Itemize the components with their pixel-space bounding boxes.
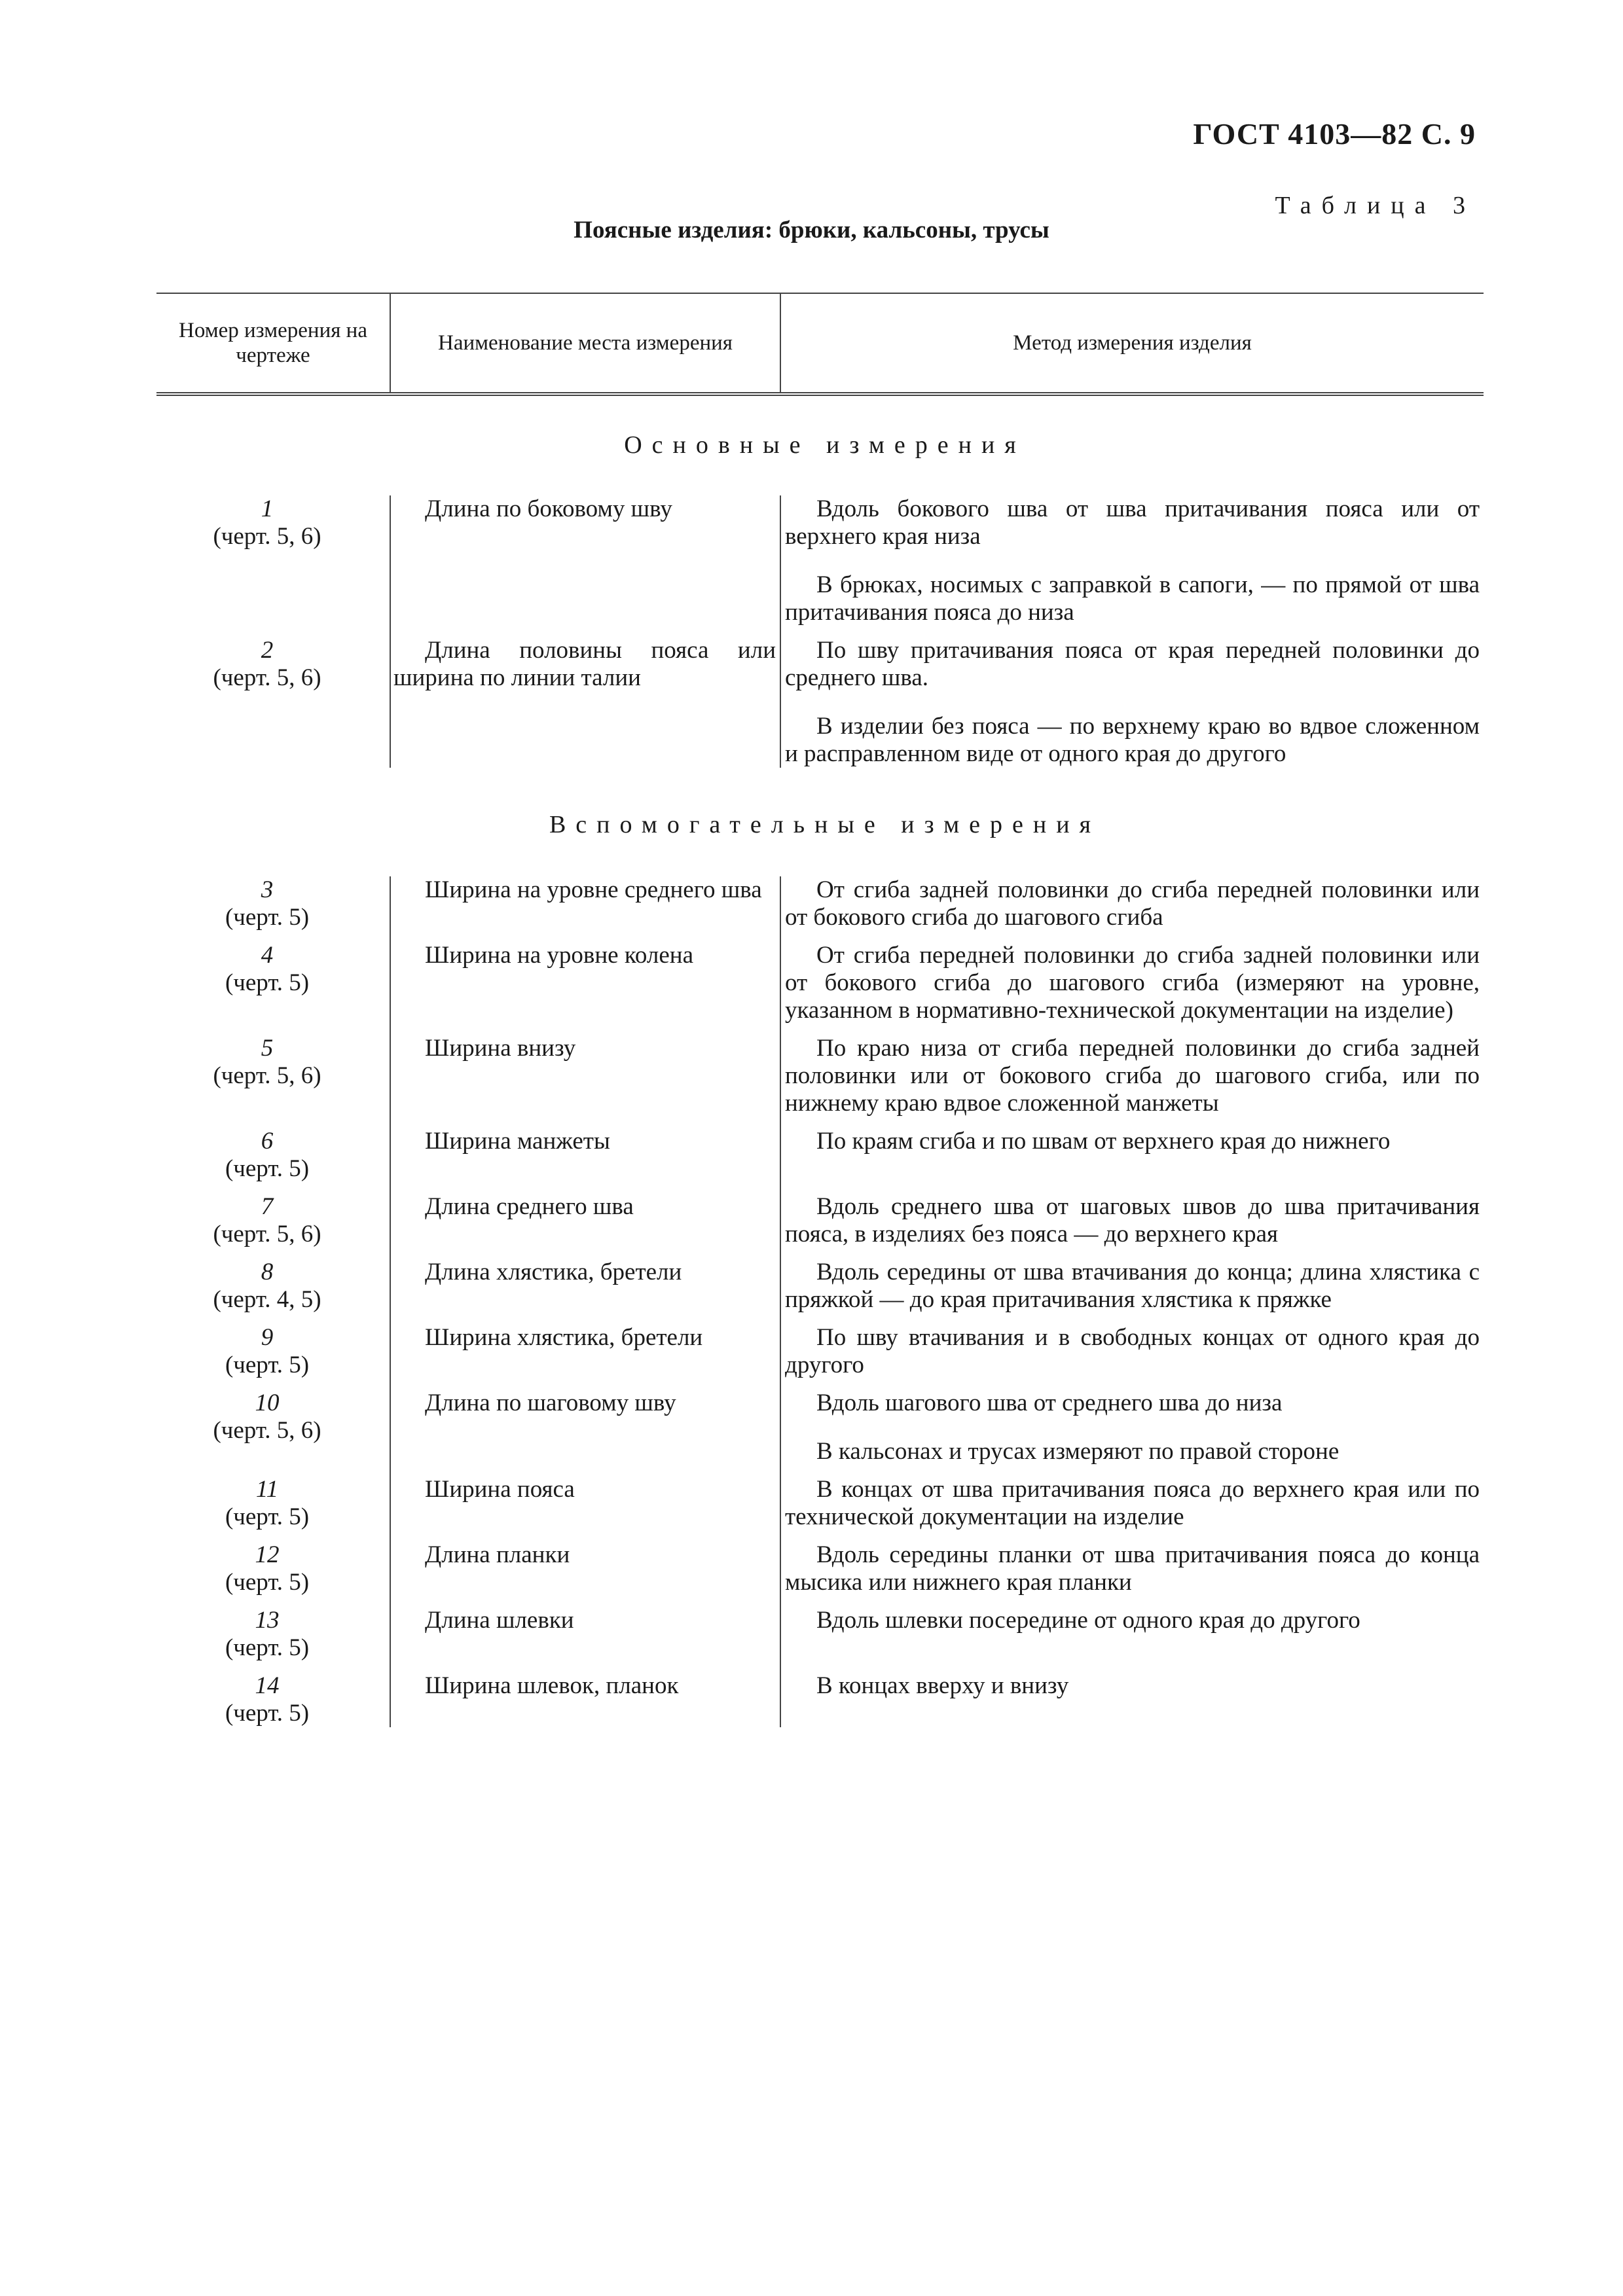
measurement-name: Ширина внизу <box>425 1035 576 1062</box>
table-row <box>156 495 1484 626</box>
section-heading-main: Основные измерения <box>624 431 1026 459</box>
drawing-reference: (черт. 5) <box>225 1634 310 1661</box>
page-header: ГОСТ 4103—82 С. 9 <box>1193 117 1476 151</box>
measurement-method-cell <box>780 1035 1484 1117</box>
measurement-method-cell <box>780 495 1484 626</box>
measurement-number-cell <box>156 495 390 626</box>
section-heading-aux: Вспомогательные измерения <box>549 811 1101 838</box>
measurement-name: Ширина на уровне среднего шва <box>425 876 762 903</box>
measurement-number: 11 <box>255 1476 279 1503</box>
measurement-method-cell <box>780 1193 1484 1248</box>
measurement-number: 6 <box>261 1128 274 1155</box>
method-paragraph: От сгиба задней половинки до сгиба передней половинки или от бокового сгиба до шагового сгиба <box>785 876 1480 931</box>
table-row <box>156 1541 1484 1596</box>
measurement-number: 4 <box>261 942 274 969</box>
measurement-name: Ширина хлястика, бретели <box>425 1324 703 1351</box>
measurement-name: Длина по шаговому шву <box>425 1390 676 1416</box>
measurement-number-cell <box>156 1476 390 1531</box>
measurement-name: Ширина шлевок, планок <box>425 1672 679 1699</box>
method-paragraph: Вдоль середины планки от шва притачивания пояса до конца мысика или нижнего края планки <box>785 1541 1480 1596</box>
table-row <box>156 1476 1484 1531</box>
measurement-method-cell <box>780 1259 1484 1314</box>
measurement-method-cell <box>780 1390 1484 1465</box>
method-paragraph: Вдоль шлевки посередине от одного края до другого <box>816 1607 1360 1634</box>
table-row <box>156 876 1484 931</box>
measurement-number-cell <box>156 1541 390 1596</box>
drawing-reference: (черт. 5) <box>225 1155 310 1182</box>
column-header-number: Номер измерения на чертеже <box>179 319 367 367</box>
table-row <box>156 1607 1484 1662</box>
measurement-method-cell <box>780 1607 1484 1662</box>
drawing-reference: (черт. 5, 6) <box>213 1221 321 1247</box>
measurement-name: Ширина пояса <box>425 1476 575 1503</box>
measurement-number: 12 <box>255 1541 280 1568</box>
measurement-name: Ширина манжеты <box>425 1128 610 1155</box>
measurement-number-cell <box>156 942 390 1024</box>
method-paragraph: От сгиба передней половинки до сгиба задней половинки или от бокового сгиба до шагового сгиба (измеряют на уровне, указанном в нормативно-технической документации на изделие) <box>785 942 1480 1024</box>
measurement-name: Длина половины пояса или ширина по линии талии <box>393 637 776 691</box>
method-paragraph: Вдоль шагового шва от среднего шва до низа <box>816 1390 1283 1416</box>
measurement-table <box>156 293 1484 1738</box>
drawing-reference: (черт. 5) <box>225 1352 310 1378</box>
measurement-number-cell <box>156 1324 390 1379</box>
measurement-name: Длина хлястика, бретели <box>425 1259 682 1285</box>
table-label: Таблица 3 <box>1275 192 1476 219</box>
column-header-method: Метод измерения изделия <box>780 294 1484 392</box>
measurement-method-cell <box>780 1128 1484 1183</box>
measurement-number-cell <box>156 1672 390 1727</box>
measurement-method-cell <box>780 1672 1484 1727</box>
table-row <box>156 1128 1484 1183</box>
measurement-number: 3 <box>261 876 274 903</box>
measurement-number: 1 <box>261 495 274 522</box>
drawing-reference: (черт. 5) <box>225 1569 310 1596</box>
measurement-method-cell <box>780 942 1484 1024</box>
method-paragraph: В изделии без пояса — по верхнему краю во вдвое сложенном и расправленном виде от одного края до другого <box>785 713 1480 767</box>
drawing-reference: (черт. 5, 6) <box>213 1417 321 1444</box>
measurement-number: 5 <box>261 1035 274 1062</box>
aux-rows <box>156 876 1484 1727</box>
method-paragraph: В брюках, носимых с заправкой в сапоги, — по прямой от шва притачивания пояса до низа <box>785 571 1480 626</box>
table-row <box>156 1390 1484 1465</box>
drawing-reference: (черт. 5) <box>225 904 310 931</box>
method-paragraph: По краю низа от сгиба передней половинки до сгиба задней половинки или от бокового сгиба до шагового сгиба, или по нижнему краю вдвое сложенной манжеты <box>785 1035 1480 1117</box>
measurement-number: 8 <box>261 1259 274 1285</box>
measurement-number: 9 <box>261 1324 274 1351</box>
measurement-number: 13 <box>255 1607 280 1634</box>
table-row <box>156 1193 1484 1248</box>
method-paragraph: В концах вверху и внизу <box>816 1672 1069 1699</box>
drawing-reference: (черт. 5) <box>225 1700 310 1727</box>
measurement-name: Длина шлевки <box>425 1607 574 1634</box>
measurement-name: Длина по боковому шву <box>425 495 672 522</box>
measurement-number-cell <box>156 1035 390 1117</box>
table-row <box>156 942 1484 1024</box>
method-paragraph: В кальсонах и трусах измеряют по правой стороне <box>816 1438 1340 1465</box>
table-row <box>156 1324 1484 1379</box>
measurement-number: 7 <box>261 1193 274 1220</box>
measurement-number-cell <box>156 637 390 768</box>
measurement-number-cell <box>156 1259 390 1314</box>
table-row <box>156 1035 1484 1117</box>
measurement-method-cell <box>780 1541 1484 1596</box>
measurement-number-cell <box>156 1607 390 1662</box>
method-paragraph: По шву притачивания пояса от края передней половинки до среднего шва. <box>785 637 1480 691</box>
table-row <box>156 637 1484 768</box>
measurement-number-cell <box>156 1193 390 1248</box>
measurement-number-cell <box>156 1128 390 1183</box>
drawing-reference: (черт. 5, 6) <box>213 1062 321 1089</box>
measurement-name: Длина планки <box>425 1541 570 1568</box>
measurement-name: Ширина на уровне колена <box>425 942 694 969</box>
measurement-number-cell <box>156 876 390 931</box>
measurement-number: 14 <box>255 1672 280 1699</box>
method-paragraph: Вдоль середины от шва втачивания до конца; длина хлястика с пряжкой — до края притачивания хлястика к пряжке <box>785 1259 1480 1313</box>
table-row <box>156 1672 1484 1727</box>
measurement-number: 10 <box>255 1390 280 1416</box>
table-title: Поясные изделия: брюки, кальсоны, трусы <box>574 217 1049 243</box>
measurement-number-cell <box>156 1390 390 1465</box>
method-paragraph: По шву втачивания и в свободных концах от одного края до другого <box>785 1324 1480 1378</box>
drawing-reference: (черт. 5) <box>225 1503 310 1530</box>
method-paragraph: Вдоль среднего шва от шаговых швов до шва притачивания пояса, в изделиях без пояса — до верхнего края <box>785 1193 1480 1247</box>
measurement-number: 2 <box>261 637 274 664</box>
column-header-name: Наименование места измерения <box>390 294 780 392</box>
measurement-name: Длина среднего шва <box>425 1193 634 1220</box>
drawing-reference: (черт. 5, 6) <box>213 664 321 691</box>
measurement-method-cell <box>780 1324 1484 1379</box>
drawing-reference: (черт. 4, 5) <box>213 1286 321 1313</box>
measurement-method-cell <box>780 1476 1484 1531</box>
table-row <box>156 1259 1484 1314</box>
drawing-reference: (черт. 5) <box>225 969 310 996</box>
measurement-method-cell <box>780 637 1484 768</box>
measurement-method-cell <box>780 876 1484 931</box>
table-header <box>156 293 1484 396</box>
method-paragraph: Вдоль бокового шва от шва притачивания пояса или от верхнего края низа <box>785 495 1480 550</box>
method-paragraph: В концах от шва притачивания пояса до верхнего края или по технической документации на изделие <box>785 1476 1480 1530</box>
method-paragraph: По краям сгиба и по швам от верхнего края до нижнего <box>816 1128 1391 1155</box>
drawing-reference: (черт. 5, 6) <box>213 523 321 550</box>
main-rows <box>156 495 1484 768</box>
